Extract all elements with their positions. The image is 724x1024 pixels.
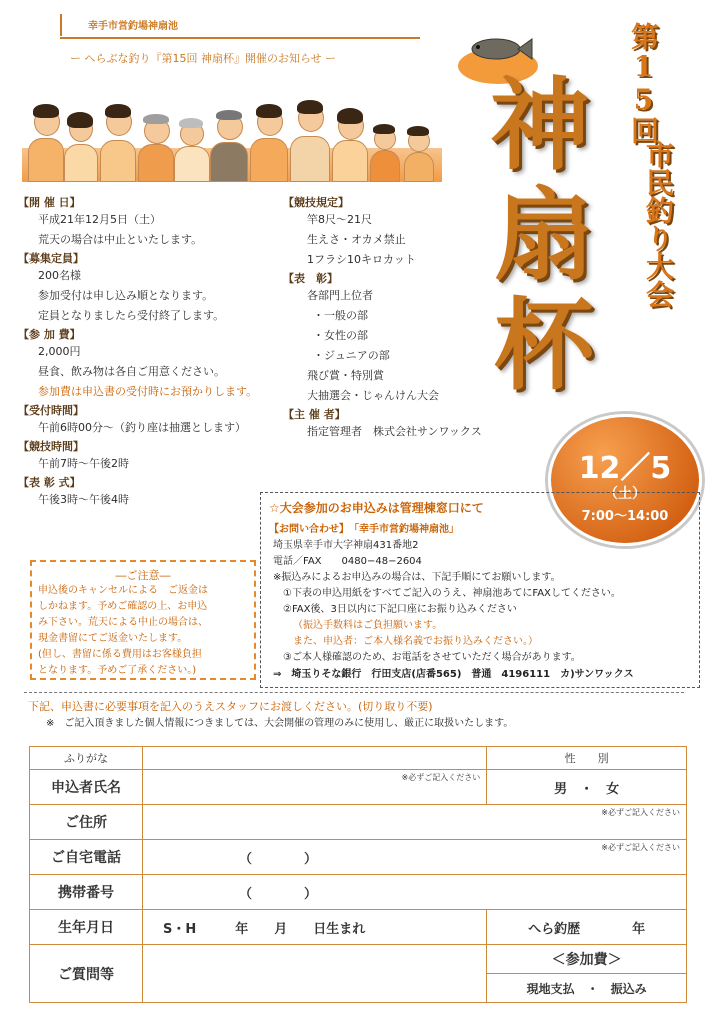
furigana-label: ふりがな bbox=[30, 747, 143, 770]
info-line: 大抽選会・じゃんけん大会 bbox=[307, 389, 439, 402]
section-heading: 【表 彰】 bbox=[283, 272, 338, 285]
info-line: 200名様 bbox=[38, 269, 81, 282]
section-heading: 【参 加 費】 bbox=[18, 328, 81, 341]
experience-field[interactable]: へら釣歴 年 bbox=[487, 910, 687, 945]
privacy-notice: ※ ご記入頂きました個人情報につきましては、大会開催の管理のみに使用し、厳正に取扱いたします。 bbox=[46, 718, 514, 729]
section-heading: 【競技時間】 bbox=[18, 440, 84, 453]
contact-line: ※振込みによるお申込みの場合は、下記手順にてお願いします。 bbox=[273, 572, 561, 583]
section-heading: 【開 催 日】 bbox=[18, 196, 81, 209]
notice-line: (但し、書留に係る費用はお客様負担 bbox=[38, 649, 202, 660]
info-line: 午前7時〜午後2時 bbox=[38, 457, 129, 470]
furigana-field[interactable] bbox=[143, 747, 487, 770]
home-phone-label: ご自宅電話 bbox=[30, 840, 143, 875]
contact-box bbox=[260, 492, 700, 688]
required-note: ※必ずご記入ください bbox=[601, 808, 680, 817]
info-line: ・一般の部 bbox=[313, 309, 368, 322]
contact-address: 埼玉県幸手市大字神扇431番地2 bbox=[273, 540, 419, 551]
contact-line: ③ご本人様確認のため、お電話をさせていただく場合があります。 bbox=[283, 652, 581, 663]
name-label: 申込者氏名 bbox=[30, 770, 143, 805]
info-line-highlight: 参加費は申込書の受付時にお預かりします。 bbox=[38, 385, 258, 398]
event-title: 市民釣り大会 bbox=[642, 140, 675, 308]
section-heading: 【受付時間】 bbox=[18, 404, 84, 417]
cup-title-char-3: 杯 bbox=[494, 286, 594, 404]
section-heading: 【募集定員】 bbox=[18, 252, 84, 265]
notice-box bbox=[30, 560, 256, 680]
fish-icon bbox=[464, 34, 534, 64]
address-label: ご住所 bbox=[30, 805, 143, 840]
info-line: 竿8尺〜21尺 bbox=[307, 213, 372, 226]
cut-notice: 下記、申込書に必要事項を記入のうえスタッフにお渡しください。(切り取り不要) bbox=[28, 700, 433, 713]
home-phone-field[interactable] bbox=[143, 840, 687, 875]
question-field[interactable] bbox=[143, 945, 487, 1003]
info-line: 昼食、飲み物は各自ご用意ください。 bbox=[38, 365, 225, 378]
notice-line: しかねます。予めご確認の上、お申込 bbox=[38, 601, 208, 612]
info-line: 荒天の場合は中止といたします。 bbox=[38, 233, 203, 246]
required-note: ※必ずご記入ください bbox=[401, 773, 481, 782]
address-field[interactable] bbox=[143, 805, 687, 840]
right-info bbox=[283, 194, 513, 442]
mobile-paren: （ ） bbox=[239, 886, 318, 902]
contact-phone: 電話／FAX 0480−48−2604 bbox=[273, 556, 422, 567]
day-text: （土） bbox=[604, 486, 646, 502]
info-line: 指定管理者 株式会社サンワックス bbox=[307, 425, 482, 438]
left-info bbox=[18, 194, 278, 510]
date-text: 12／5 bbox=[578, 451, 672, 486]
gender-options[interactable]: 男 ・ 女 bbox=[487, 770, 687, 805]
section-heading: 【主 催 者】 bbox=[283, 408, 346, 421]
info-line: 参加受付は申し込み順となります。 bbox=[38, 289, 214, 302]
header-rule bbox=[60, 37, 420, 39]
required-note: ※必ずご記入ください bbox=[601, 843, 680, 852]
info-line: 平成21年12月5日（土） bbox=[38, 213, 161, 226]
contact-headline: ☆大会参加のお申込みは管理棟窓口にて bbox=[269, 501, 484, 515]
info-line: 午後3時〜午後4時 bbox=[38, 493, 129, 506]
gender-label: 性 別 bbox=[487, 747, 687, 770]
fee-options[interactable]: 現地支払 ・ 振込み bbox=[487, 974, 687, 1003]
mobile-field[interactable] bbox=[143, 875, 687, 910]
header-org: 幸手市営釣場神扇池 bbox=[88, 21, 178, 32]
notice-line: 申込後のキャンセルによる ご返金は bbox=[38, 585, 208, 596]
info-line: 生えさ・オカメ禁止 bbox=[307, 233, 406, 246]
info-line: 午前6時00分〜（釣り座は抽選とします） bbox=[38, 421, 246, 434]
header-subtitle: ー へらぶな釣り『第15回 神扇杯』開催のお知らせ ー bbox=[70, 52, 337, 65]
contact-line: （振込手数料はご負担願います。 bbox=[293, 620, 443, 631]
birth-field[interactable]: S・H 年 月 日生まれ bbox=[143, 910, 487, 945]
question-label: ご質問等 bbox=[30, 945, 143, 1003]
info-line: 定員となりましたら受付終了します。 bbox=[38, 309, 225, 322]
info-line: 飛び賞・特別賞 bbox=[307, 369, 384, 382]
info-line: 1フラシ10キロカット bbox=[307, 253, 416, 266]
time-text: 7:00〜14:00 bbox=[581, 509, 669, 524]
notice-title: ―ご注意― bbox=[115, 569, 171, 582]
contact-inquiry: 【お問い合わせ】 「幸手市営釣場神扇池」 bbox=[269, 524, 459, 535]
section-heading: 【表 彰 式】 bbox=[18, 476, 81, 489]
info-line: 2,000円 bbox=[38, 345, 81, 358]
home-phone-paren: （ ） bbox=[239, 851, 318, 867]
notice-line: み下さい。荒天による中止の場合は、 bbox=[38, 617, 208, 628]
birth-label: 生年月日 bbox=[30, 910, 143, 945]
header-rule-top bbox=[60, 14, 62, 36]
section-heading: 【競技規定】 bbox=[283, 196, 349, 209]
contact-line: ⇒ 埼玉りそな銀行 行田支店(店番565) 普通 4196111 カ)サンワックス bbox=[273, 669, 634, 680]
mobile-label: 携帯番号 bbox=[30, 875, 143, 910]
cup-title-char-1: 神 bbox=[490, 66, 590, 184]
info-line: ・女性の部 bbox=[313, 329, 368, 342]
contact-line: ①下表の申込用紙をすべてご記入のうえ、神扇池あてにFAXしてください。 bbox=[283, 588, 621, 599]
edition-title: 第15回 bbox=[627, 22, 660, 144]
cut-line bbox=[24, 692, 684, 693]
application-form bbox=[29, 746, 687, 1003]
notice-line: となります。予めご了承ください。) bbox=[38, 665, 197, 676]
name-field[interactable] bbox=[143, 770, 487, 805]
contact-line: また、申込者：ご本人様名義でお振り込みください。） bbox=[293, 636, 538, 647]
fee-label: ＜参加費＞ bbox=[487, 945, 687, 974]
info-line: ・ジュニアの部 bbox=[313, 349, 390, 362]
people-illustration bbox=[22, 100, 442, 182]
notice-line: 現金書留にてご返金いたします。 bbox=[38, 633, 188, 644]
contact-line: ②FAX後、3日以内に下記口座にお振り込みください bbox=[283, 604, 517, 615]
info-line: 各部門上位者 bbox=[307, 289, 373, 302]
cup-title-char-2: 扇 bbox=[494, 176, 594, 294]
